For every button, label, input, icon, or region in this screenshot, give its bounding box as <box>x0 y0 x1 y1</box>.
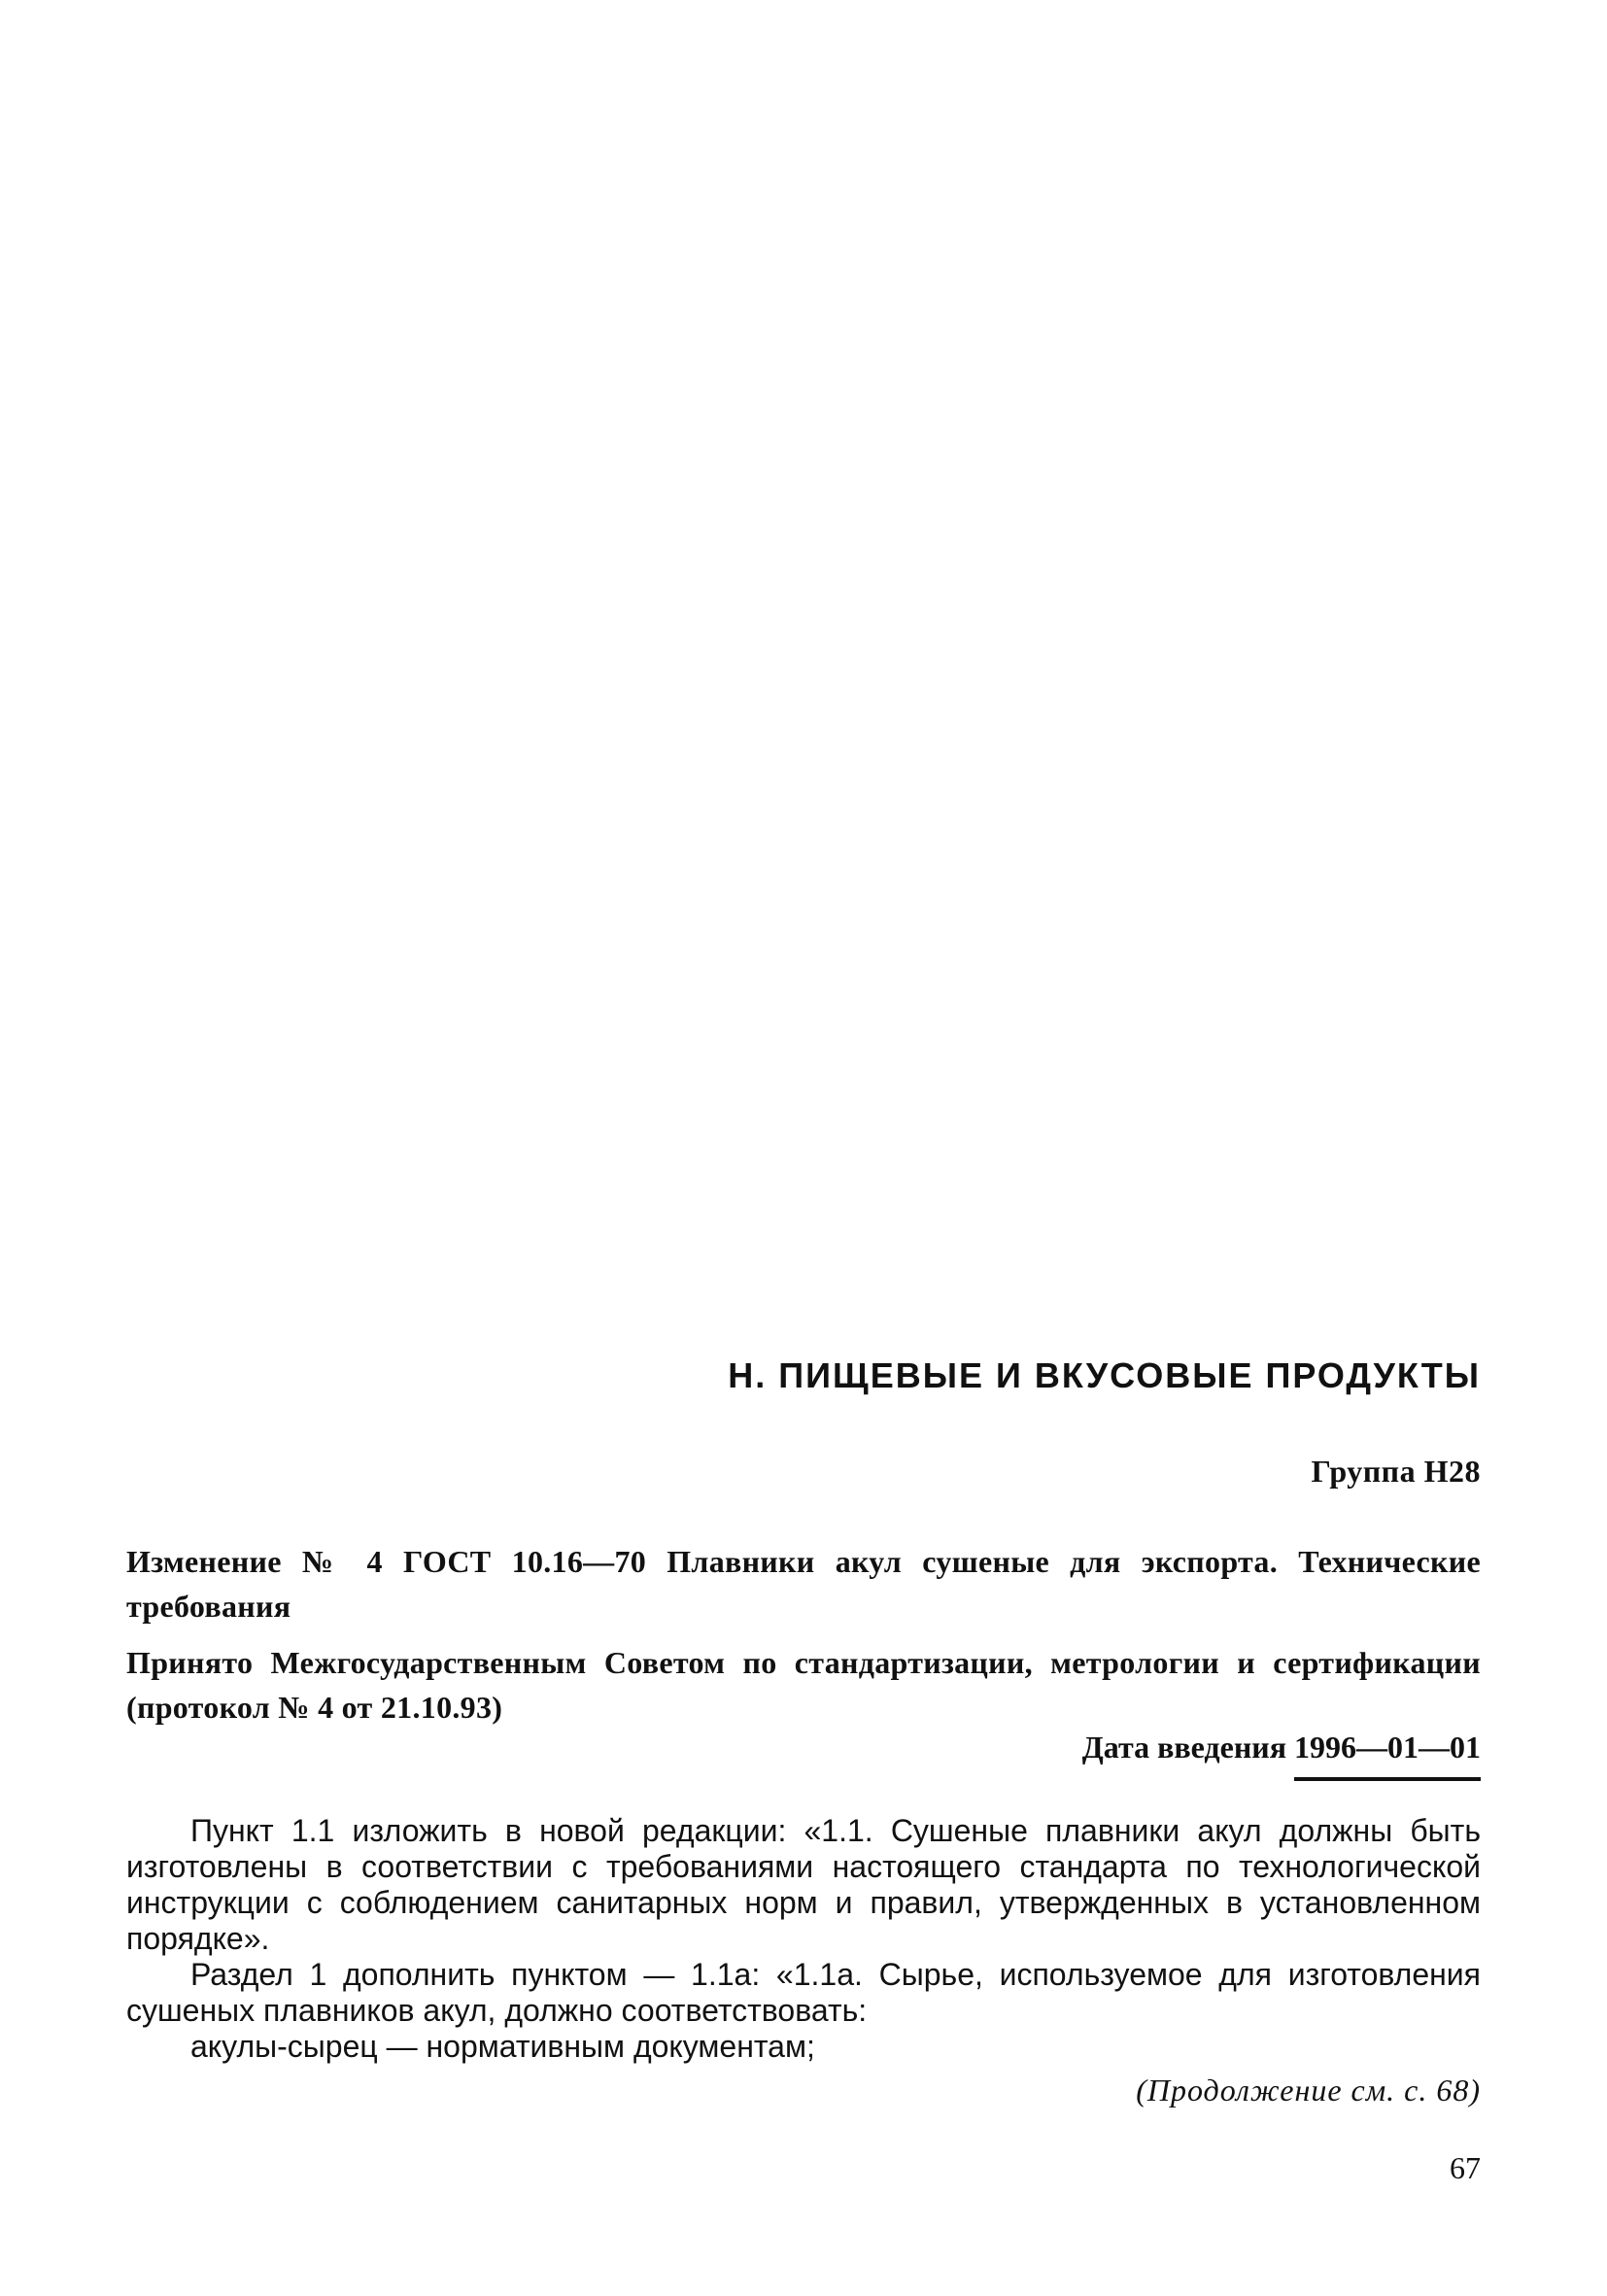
body-paragraph: акулы-сырец — нормативным документам; <box>190 2029 815 2064</box>
effective-date-value: 1996—01—01 <box>1294 1727 1481 1781</box>
page-number: 67 <box>1450 2150 1481 2185</box>
group-label: Группа Н28 <box>1311 1454 1481 1489</box>
section-heading: Н. ПИЩЕВЫЕ И ВКУСОВЫЕ ПРОДУКТЫ <box>728 1355 1481 1395</box>
effective-date <box>126 1727 1481 1781</box>
change-title: Изменение № 4 ГОСТ 10.16—70 Плавники акул сушеные для экспорта. Технические требования <box>126 1544 1481 1624</box>
effective-date-label: Дата введения <box>1081 1730 1286 1765</box>
body-paragraph: Раздел 1 дополнить пунктом — 1.1а: «1.1а. Сырье, используемое для изготовления сушеных плавников акул, должно соответствовать: <box>126 1957 1481 2028</box>
adopted-by-statement: Принято Межгосударственным Советом по стандартизации, метрологии и сертификации (протокол № 4 от 21.10.93) <box>126 1645 1481 1725</box>
continuation-note: (Продолжение см. с. 68) <box>1136 2073 1481 2108</box>
body-text <box>126 1813 1481 2065</box>
body-paragraph: Пункт 1.1 изложить в новой редакции: «1.1. Сушеные плавники акул должны быть изготовлены в соответствии с требованиями настоящего стандарта по технологической инструкции с соблюдением санитарных норм и правил, утвержденных в установленном порядке». <box>126 1813 1481 1956</box>
